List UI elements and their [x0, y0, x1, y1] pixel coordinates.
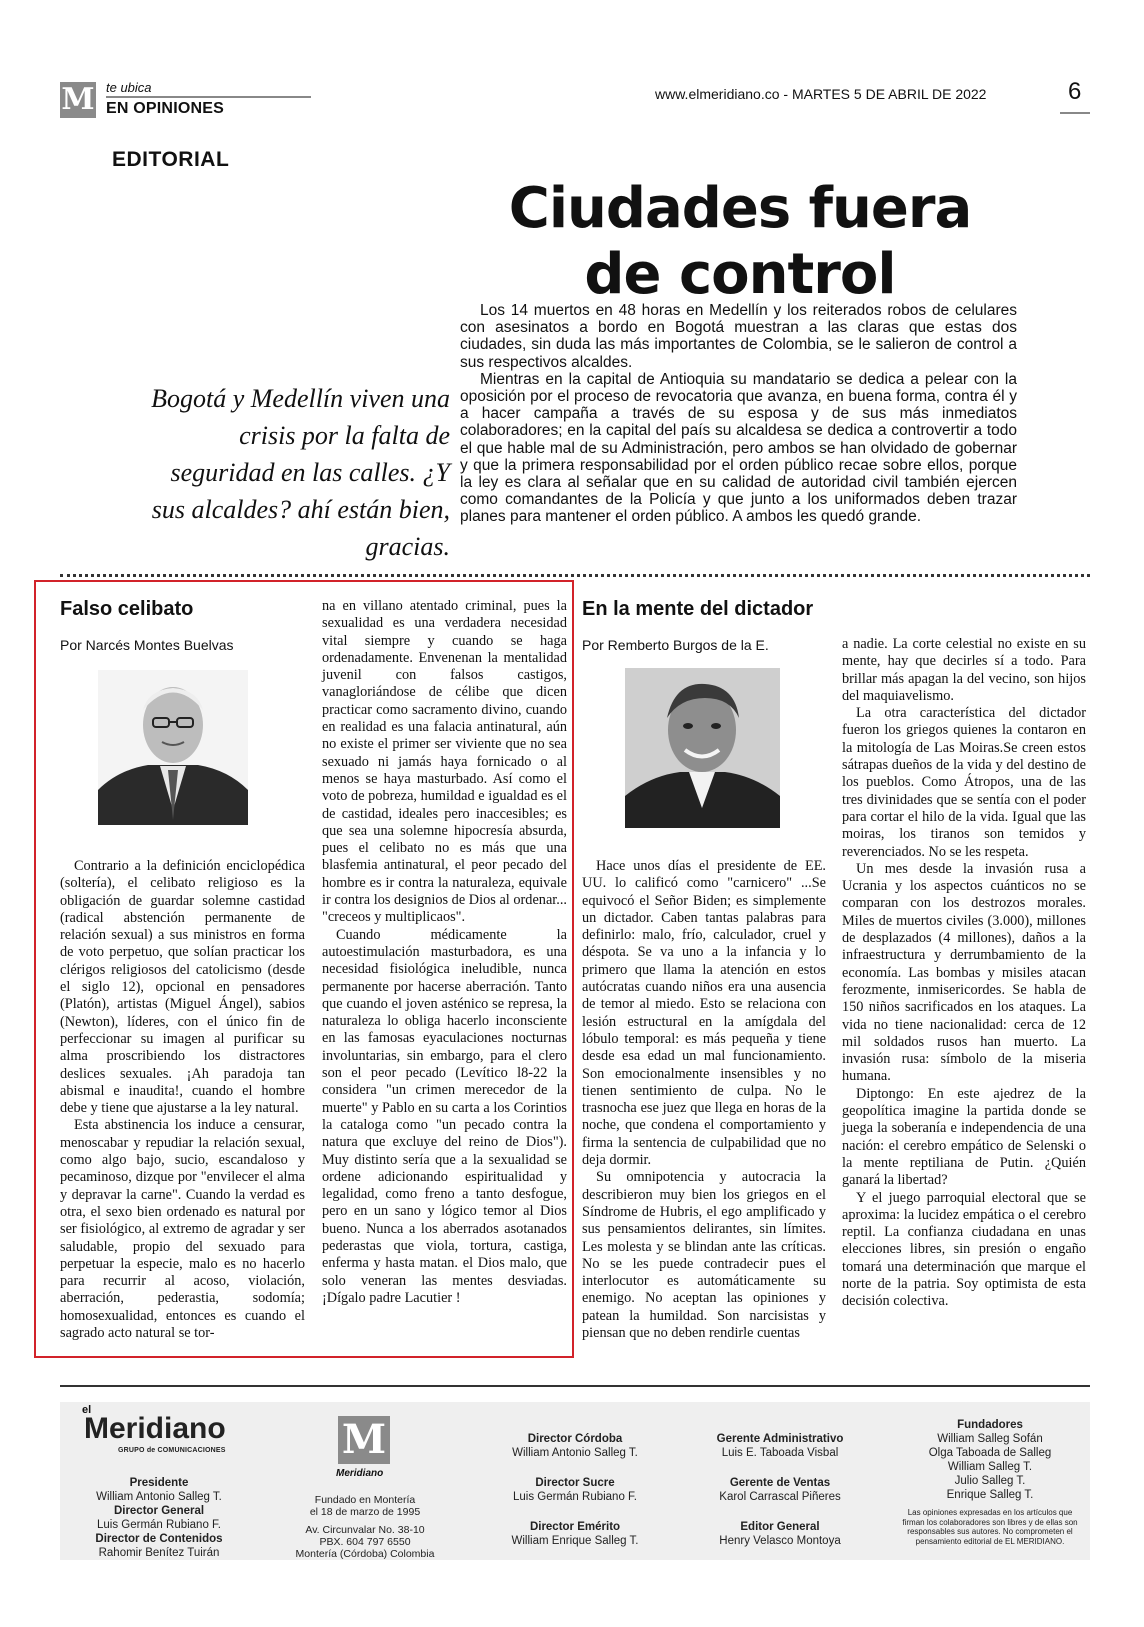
footer-label: Presidente: [129, 1477, 189, 1489]
footer-founder: William Salleg Sofán: [937, 1433, 1043, 1445]
footer-value: William Antonio Salleg T.: [512, 1447, 638, 1459]
article-byline: Por Narcés Montes Buelvas: [60, 637, 234, 653]
article-title-mente-dictador: En la mente del dictador: [582, 598, 814, 620]
article-paragraph: na en villano atentado criminal, pues la sexualidad es una verdadera necesidad vital siempre y cuando se haga ordenadamente. Envenenan la mentalidad juvenil con falsos castigos, vanagloriándose de célibe que dicen practicar como sacramento divino, cuando en realidad es una falacia antinatural, aún no existe el primer ser viviente que no sea sexuado ni jamás haya fornicado o al menos se haya masturbado. Así como el voto de pobreza, humildad e igualdad es el de castidad, ideales pero inaccesibles; es que sea una solemne hipocresía absurda, pues el celibato no es más que una blasfemia antinatural, el peor pecado del hombre es ir contra la naturaleza, equivale ir contra los designios de Dios al ordenar... "creceos y multiplicaos".: [322, 598, 567, 926]
footer-value: Luis Germán Rubiano F.: [512, 1491, 637, 1503]
footer-value: Luis E. Taboada Visbal: [721, 1447, 839, 1459]
footer-founded-line: Fundado en Montería: [314, 1494, 416, 1506]
footer-founder: Olga Taboada de Salleg: [928, 1447, 1052, 1459]
footer-rule: [60, 1385, 1090, 1387]
footer-value: Karol Carrascal Piñeres: [719, 1491, 841, 1503]
editorial-paragraph: Los 14 muertos en 48 horas en Medellín y los reiterados robos de celulares con asesinatos a bordo en Bogotá muestran a las claras que estas dos ciudades, sin duda las más importantes de Colombia, se le salieron de control a sus respectivos alcaldes.: [460, 302, 1017, 371]
footer-label: Gerente Administrativo: [716, 1433, 844, 1445]
footer-value: Rahomir Benítez Tuirán: [98, 1547, 220, 1559]
article-paragraph: Un mes desde la invasión rusa a Ucrania y los aspectos cuánticos no se comparan con los destrozos morales. Miles de muertos civiles (3.000), millones de desplazados (4 millones), daños a la infraestructura y derrumbamiento de la economía. Las bombas y misiles atacan ferozmente, inmisericordes. Se habla de 150 niños sacrificados en los ataques. La vida no tiene nacionalidad: cerca de 12 mil soldados rusos han muerto. La invasión rusa: símbolo de la miseria humana.: [842, 860, 1086, 1085]
footer-managers: [700, 1432, 860, 1548]
article-paragraph: Esta abstinencia los induce a censurar, menoscabar y repudiar la relación sexual, como algo bajo, sucio, escandaloso y pecaminoso, dizque por "envilecer el alma y depravar la carne". Cuando la verdad es otra, el sexo bien ordenado es natural por ser fisiológico, al extremo de agradar y ser saludable, propio del sexuado para perpetuar la especie, malo es no hacerlo para recurrir al acoso, violación, aberración, pederastia, sodomía; homosexualidad, entonces es cuando el sagrado acto natural se tor-: [60, 1117, 305, 1342]
footer-label: Director Córdoba: [527, 1433, 623, 1445]
footer-founder: Julio Salleg T.: [954, 1475, 1026, 1487]
newspaper-logo: M: [61, 82, 95, 117]
footer-value: Henry Velasco Montoya: [719, 1535, 841, 1547]
article-paragraph: Su omnipotencia y autocracia la describieron muy bien los griegos en el Síndrome de Hubris, el ego amplificado y sus pensamientos delirantes, sin límites. Les molesta y se blindan ante las críticas. No se les puede contradecir pues el interlocutor es automáticamente su enemigo. No aceptan las opiniones y patean la humildad. Son narcisistas y piensan que no deben rendirle cuentas: [582, 1169, 826, 1342]
editorial-label: EDITORIAL: [112, 148, 230, 171]
article-paragraph: a nadie. La corte celestial no existe en su mente, hay que decirles sí a todo. Para brillar más apagan la del vecino, son hijos del maquiavelismo.: [842, 636, 1086, 704]
footer-label: Director Sucre: [535, 1477, 615, 1489]
page-number: 6: [1068, 78, 1082, 105]
tagline: te ubica: [106, 80, 152, 95]
article-byline: Por Remberto Burgos de la E.: [582, 637, 769, 653]
footer-value: Luis Germán Rubiano F.: [96, 1519, 221, 1531]
article-paragraph: Y el juego parroquial electoral que se aproxima: la lucidez empática o el cerebro reptil. La confianza ciudadana en unas elecciones libres, sin presión o engaño tomará una determinación que marque el norte de la patria. Soy optimista de esta decisión colectiva.: [842, 1189, 1086, 1310]
footer-logo: M: [338, 1416, 390, 1464]
article-title-falso-celibato: Falso celibato: [60, 598, 194, 620]
footer-founded: [290, 1494, 440, 1560]
footer-value: William Enrique Salleg T.: [511, 1535, 639, 1547]
footer-label: Director General: [113, 1505, 205, 1517]
header-rule: [106, 96, 311, 98]
editorial-paragraph: Mientras en la capital de Antioquia su mandatario se dedica a pelear con la oposición por el proceso de revocatoria que avanza, en buena forma, contra él y a hacer campaña a través de su esposa y de sus más inmediatos colaboradores; en la capital del país su alcaldesa se dedica a controvertir a todo el que hable mal de su Administración, pero ambos se han olvidado de gobernar y que la primera responsabilidad por el orden público recae sobre ellos, porque la ley es clara al señalar que en su calidad de autoridad civil también ejercen como comandantes de la Policía y que junto a los uniformados deben trazar planes para mantener el orden público. A ambos les quedó grande.: [460, 370, 1017, 526]
article-column: [842, 636, 1086, 1311]
article-paragraph: La otra característica del dictador fueron los griegos quienes la contaron en la mitología de Las Moiras.Se creen estos sátrapas dueños de la vida y del destino de los pueblos. Como Átropos, una de las tres divinidades que se sentía con el poder para cortar el hilo de la vida. Igual que las moiras, los tiranos son temidos y reverenciados. No se les respeta.: [842, 705, 1086, 860]
footer-brand-sub: GRUPO de COMUNICACIONES: [118, 1447, 226, 1454]
footer-value: William Antonio Salleg T.: [96, 1491, 222, 1503]
highlight-box: [34, 580, 574, 1358]
footer-brand: Meridiano: [84, 1412, 226, 1445]
footer-founder: Enrique Salleg T.: [946, 1489, 1034, 1501]
footer-address-line: PBX. 604 797 6550: [319, 1536, 411, 1548]
footer-directors-left: [84, 1476, 234, 1560]
author-photo: [625, 668, 780, 828]
article-paragraph: Hace unos días el presidente de EE. UU. lo calificó como "carnicero" ...Se equivocó el Señor Biden; es simplemente un dictador. Caben tantas palabras para definirlo: malo, frío, calculador, cruel y déspota. Se va uno a la infancia y lo primero que llama la atención en estos autócratas cuando niños era una ausencia de temor al miedo. Esto se relaciona con lesión estructural en la amígdala del lóbulo temporal: es más pequeña y tiene desde esa edad un mal funcionamiento. Son emocionalmente insensibles y no tienen sentimiento de culpa. No le trasnocha ese juez que llega en horas de la noche, que condena el comportamiento y firma la sentencia de culpabilidad que no deja dormir.: [582, 858, 826, 1169]
editorial-headline: [460, 176, 1020, 308]
footer-label: Editor General: [740, 1521, 820, 1533]
footer-directors-middle: [500, 1432, 650, 1548]
headline-line-2: de control: [584, 242, 896, 307]
article-column: [582, 858, 826, 1342]
footer-label: Director de Contenidos: [95, 1533, 223, 1545]
footer-founder: William Salleg T.: [947, 1461, 1033, 1473]
footer-label: Director Emérito: [529, 1521, 621, 1533]
article-paragraph: Diptongo: En este ajedrez de la geopolítica imagine la partida donde se juega la soberanía e independencia de una nación: el cerebro empático de Selenski o la mente reptiliana de Putin. ¿Quién ganará la libertad?: [842, 1085, 1086, 1189]
footer-label: Gerente de Ventas: [729, 1477, 831, 1489]
footer-founded-line: el 18 de marzo de 1995: [309, 1506, 421, 1518]
page-number-rule: [1060, 112, 1090, 114]
footer-address-line: Montería (Córdoba) Colombia: [295, 1548, 435, 1560]
site-and-date: www.elmeridiano.co - MARTES 5 DE ABRIL DE 2022: [655, 86, 987, 102]
footer-brand-prefix: el: [82, 1404, 92, 1416]
editorial-body: [460, 302, 1017, 526]
footer-label: Fundadores: [957, 1419, 1023, 1431]
article-paragraph: Cuando médicamente la autoestimulación masturbadora, es una necesidad fisiológica ineludible, nunca permanente por hacerse aberración. Tanto que cuando el joven asténico se represa, la naturaleza lo obliga hacerlo inconscientе en las famosas eyaculaciones nocturnas involuntarias, sin embargo, para el clero son el peor pecado (Levítico l8-22 la considera "un crimen merecedor de la muerte" y Pablo en su carta a los Corintios la cataloga como "un pecado contra la natura que excluye del reino de Dios"). Muy distinto sería que a la sexualidad se ordene adicionando espiritualidad y legalidad, como freno a tanto desfogue, pero en un sano y lógico temor al Dios bueno. Nunca a los aberrados asotanados pederastas que viola, tortura, castiga, enferma y hasta matan. el Dios malo, que solo veneran las mentes desviadas. ¡Dígalo padre Lacutier !: [322, 926, 567, 1306]
section-title: EN OPINIONES: [106, 100, 224, 117]
footer-founders: [900, 1418, 1080, 1502]
dotted-separator: [60, 574, 1090, 577]
pull-quote: Bogotá y Medellín viven una crisis por la falta de seguridad en las calles. ¿Y sus alcaldes? ahí están bien, gracias.: [151, 384, 450, 561]
footer-address-line: Av. Circunvalar No. 38-10: [305, 1524, 425, 1536]
footer-disclaimer: Las opiniones expresadas en los artículos que firman los colaboradores son libres y de ellas son responsables sus autores. No comprometen el pensamiento editorial de EL MERIDIANO.: [902, 1508, 1078, 1546]
footer-logo-sub: Meridiano: [336, 1468, 384, 1479]
headline-line-1: Ciudades fuera: [508, 176, 972, 241]
article-paragraph: Contrario a la definición enciclopédica (soltería), el celibato religioso es la obligación de guardar solemne castidad (radical abstención permanente de relación sexual) a sus ministros en forma de voto perpetuo, que solían practicar los clérigos religiosos del catolicismo (desde el siglo 12), opcional en pensadores (Platón), artistas (Miguel Ángel), sabios (Newton), líderes, con el único fin de perfeccionar su imagen al purificar su alma proscribiendo los distractores deslices sexuales. ¡Ah paradoja tan abismal e inaudita!, cuando el hombre debe y tiene que ajustarse a la ley natural.: [60, 858, 305, 1117]
